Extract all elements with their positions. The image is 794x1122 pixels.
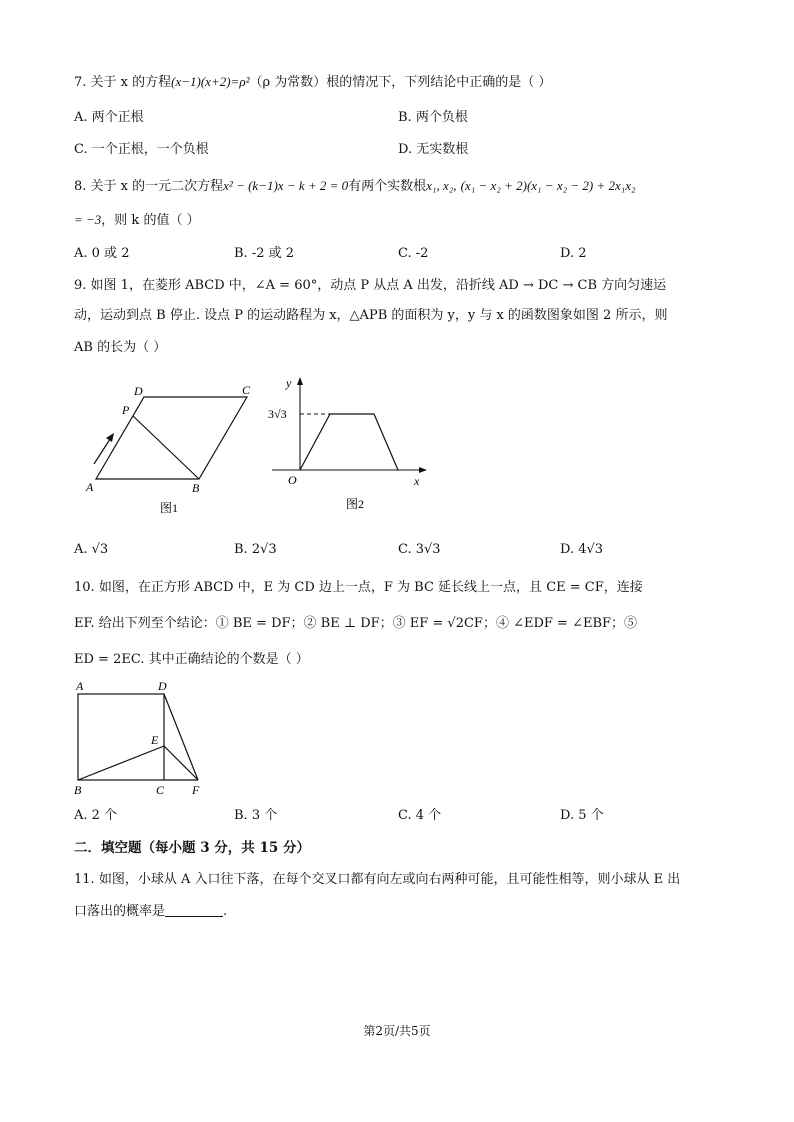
q7-option-d: D. 无实数根 bbox=[398, 142, 469, 157]
q8-stem-line2 bbox=[74, 210, 200, 231]
q9-number: 9. bbox=[74, 278, 87, 293]
q9-option-b: B. 2√3 bbox=[234, 542, 277, 557]
fig1-label-p: P bbox=[122, 403, 130, 417]
fig10-label-b: B bbox=[74, 783, 82, 797]
q10-option-a: A. 2 个 bbox=[74, 808, 118, 823]
q10-option-d: D. 5 个 bbox=[560, 808, 604, 823]
fig2-caption: 图2 bbox=[346, 497, 365, 511]
q10-line2: EF. 给出下列至个结论：① BE = DF；② BE ⊥ DF；③ EF = √2CF；④ ∠EDF = ∠EBF；⑤ bbox=[74, 616, 638, 631]
section-2-title: 二．填空题（每小题 3 分，共 15 分） bbox=[74, 840, 310, 856]
q9-option-c: C. 3√3 bbox=[398, 542, 441, 557]
q9-line1-text: 如图 1，在菱形 ABCD 中，∠A = 60°，动点 P 从点 A 出发，沿折线 AD → DC → CB 方向匀速运 bbox=[90, 278, 667, 293]
q11-line2-end: . bbox=[223, 904, 228, 919]
fig2-origin-label: O bbox=[288, 473, 297, 487]
fig1-label-c: C bbox=[242, 383, 251, 397]
fig10-label-a: A bbox=[76, 679, 84, 693]
q11-line1 bbox=[74, 870, 680, 890]
q7-text-a: 关于 x 的方程 bbox=[90, 75, 172, 90]
q8-line2-eq: = −3 bbox=[74, 212, 102, 227]
q8-condition: (x₁ − x₂ + 2)(x₁ − x₂ − 2) + 2x₁x₂ bbox=[460, 178, 636, 193]
q8-text-b: 有两个实数根 bbox=[348, 179, 427, 194]
function-graph-line bbox=[300, 414, 398, 470]
q11-answer-blank[interactable] bbox=[165, 902, 223, 917]
q11-line2 bbox=[74, 902, 227, 922]
q8-equation: x² − (k−1)x − k + 2 = 0 bbox=[223, 178, 349, 193]
q8-option-a: A. 0 或 2 bbox=[74, 246, 130, 261]
fig1-label-d: D bbox=[134, 384, 143, 398]
fig10-label-f: F bbox=[192, 783, 200, 797]
q8-stem bbox=[74, 176, 636, 197]
fig1-caption: 图1 bbox=[160, 501, 179, 515]
segment-pb bbox=[133, 416, 199, 479]
q8-text-a: 关于 x 的一元二次方程 bbox=[90, 179, 224, 194]
q9-option-a: A. √3 bbox=[74, 542, 109, 557]
q7-option-a: A. 两个正根 bbox=[74, 110, 144, 125]
q7-stem bbox=[74, 72, 551, 93]
fig10-label-d: D bbox=[158, 679, 167, 693]
rhombus-abcd bbox=[96, 397, 247, 479]
q10-line1 bbox=[74, 578, 643, 598]
q8-roots: x₁, x₂, bbox=[426, 178, 457, 193]
q9-line2: 动，运动到点 B 停止. 设点 P 的运动路程为 x，△APB 的面积为 y，y 与 x 的函数图象如图 2 所示，则 bbox=[74, 308, 668, 323]
q7-option-c: C. 一个正根，一个负根 bbox=[74, 142, 209, 157]
fig2-y-value: 3√3 bbox=[268, 407, 287, 421]
q10-line1-text: 如图，在正方形 ABCD 中，E 为 CD 边上一点，F 为 BC 延长线上一点，且 CE = CF，连接 bbox=[98, 580, 643, 595]
q7-text-b: （ρ 为常数）根的情况下，下列结论中正确的是（ ） bbox=[249, 75, 552, 90]
q7-equation: (x−1)(x+2)=ρ² bbox=[171, 74, 250, 89]
q9-figure-2 bbox=[262, 374, 432, 520]
q11-number: 11. bbox=[74, 872, 95, 887]
y-axis-arrow-icon bbox=[297, 377, 303, 385]
fig2-y-label: y bbox=[286, 376, 292, 390]
q7-option-b: B. 两个负根 bbox=[398, 110, 468, 125]
q9-line1 bbox=[74, 276, 666, 296]
q8-option-c: C. -2 bbox=[398, 246, 429, 261]
fig2-x-label: x bbox=[414, 474, 420, 488]
segment-ef bbox=[164, 746, 198, 780]
q10-option-b: B. 3 个 bbox=[234, 808, 278, 823]
q9-figure-1 bbox=[80, 378, 270, 520]
q8-line2-text: ，则 k 的值（ ） bbox=[101, 213, 200, 228]
fig1-label-b: B bbox=[192, 481, 200, 495]
q10-number: 10. bbox=[74, 580, 95, 595]
segment-df bbox=[164, 694, 198, 780]
q10-line3: ED = 2EC. 其中正确结论的个数是（ ） bbox=[74, 652, 309, 667]
q8-number: 8. bbox=[74, 179, 87, 194]
q10-figure bbox=[70, 674, 220, 800]
q11-line1-text: 如图，小球从 A 入口往下落，在每个交叉口都有向左或向右两种可能，且可能性相等，则小球从 E 出 bbox=[98, 872, 681, 887]
x-axis-arrow-icon bbox=[419, 467, 427, 473]
segment-be bbox=[78, 746, 164, 780]
q9-line3: AB 的长为（ ） bbox=[74, 340, 167, 355]
direction-arrow-head-icon bbox=[106, 433, 114, 442]
q9-option-d: D. 4√3 bbox=[560, 542, 604, 557]
fig10-label-e: E bbox=[151, 733, 159, 747]
q8-option-b: B. -2 或 2 bbox=[234, 246, 295, 261]
q10-option-c: C. 4 个 bbox=[398, 808, 442, 823]
q7-number: 7. bbox=[74, 75, 87, 90]
direction-arrow-line bbox=[94, 436, 112, 464]
q11-line2-text: 口落出的概率是 bbox=[74, 904, 166, 919]
fig10-label-c: C bbox=[156, 783, 165, 797]
page-footer: 第2页/共5页 bbox=[363, 1024, 431, 1038]
q8-option-d: D. 2 bbox=[560, 246, 587, 261]
fig1-label-a: A bbox=[86, 480, 94, 494]
